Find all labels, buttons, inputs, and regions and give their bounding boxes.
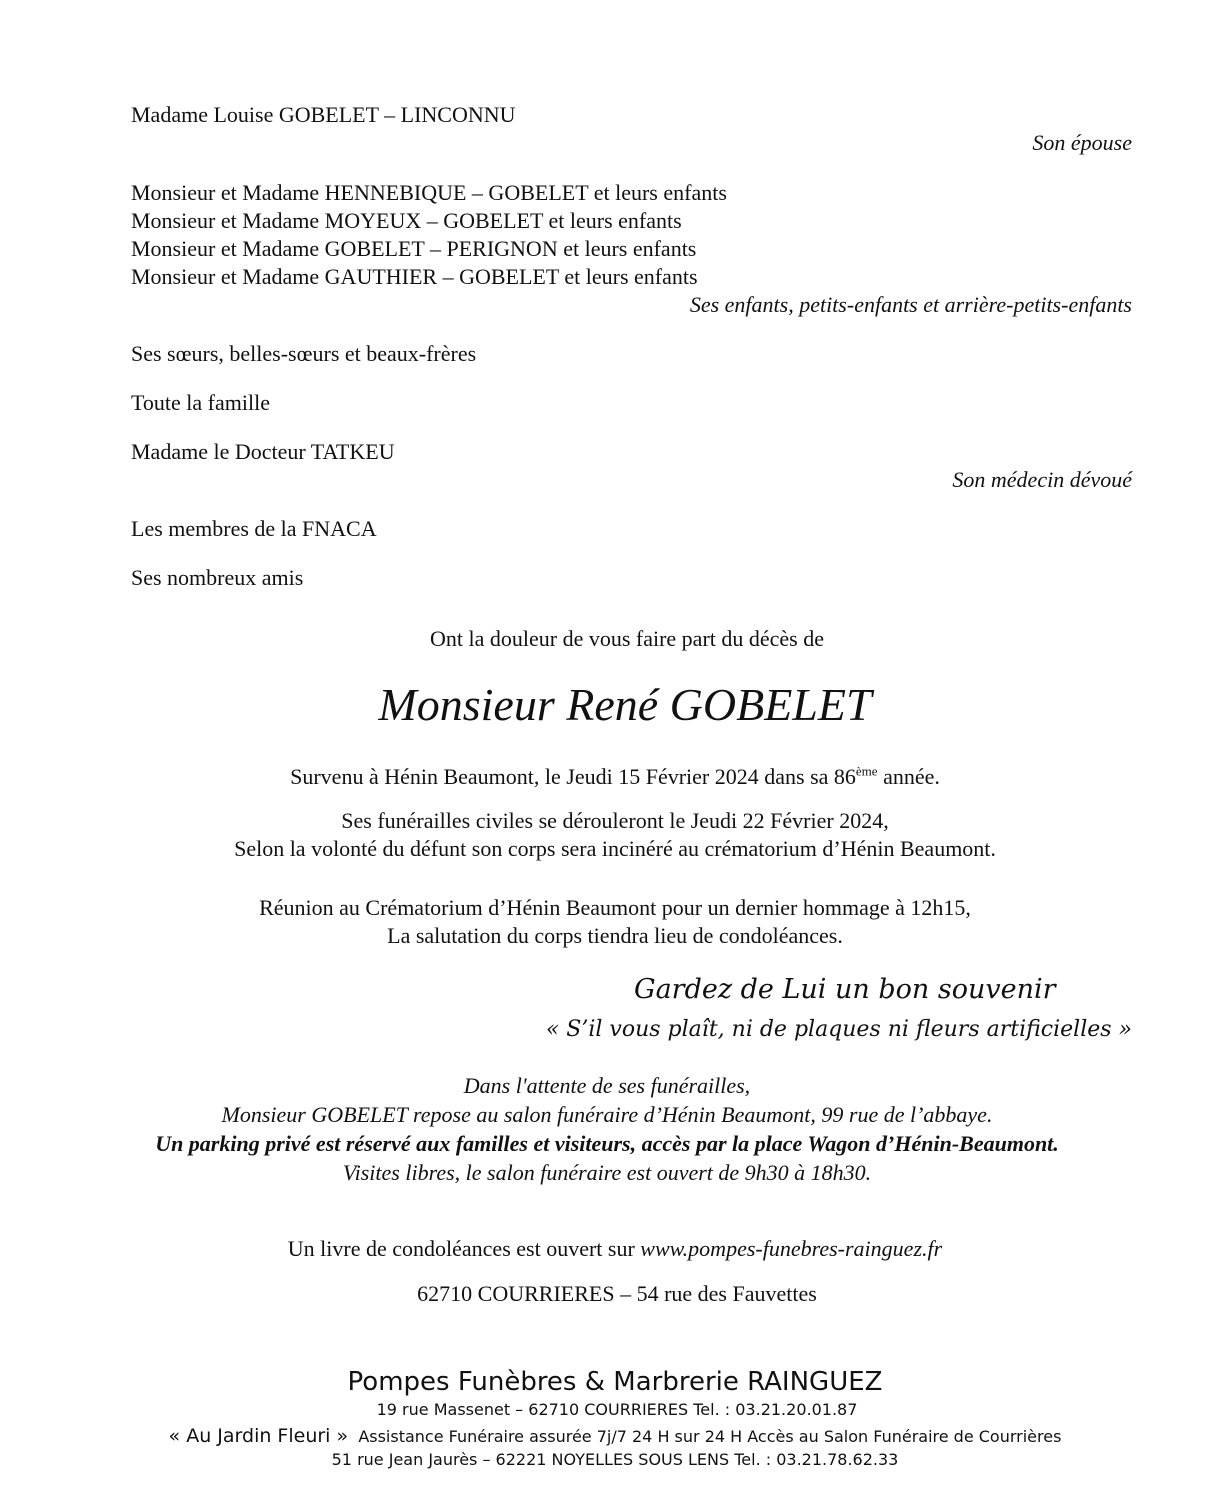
child-line: Monsieur et Madame HENNEBIQUE – GOBELET et leurs enfants [131, 180, 727, 205]
company-address: 19 rue Massenet – 62710 COURRIERES Tel. : 03.21.20.01.87 [376, 1400, 858, 1419]
remember-line: Gardez de Lui un bon souvenir [634, 974, 1056, 1005]
parking-line: Un parking privé est réservé aux familles et visiteurs, accès par la place Wagon d’Hénin-Beaumont. [155, 1131, 1059, 1156]
funeral-line-2: Selon la volonté du défunt son corps sera incinéré au crématorium d’Hénin Beaumont. [234, 836, 996, 861]
death-line [8, 764, 1214, 790]
death-text: Survenu à Hénin Beaumont, le Jeudi 15 Février 2024 dans sa 86 [290, 764, 856, 789]
address-line: 62710 COURRIERES – 54 rue des Fauvettes [417, 1281, 817, 1306]
siblings-line: Ses sœurs, belles-sœurs et beaux-frères [131, 341, 477, 366]
meeting-line-1: Réunion au Crématorium d’Hénin Beaumont pour un dernier hommage à 12h15, [259, 895, 971, 920]
friends-line: Ses nombreux amis [131, 565, 304, 590]
condolences-text: Un livre de condoléances est ouvert sur [287, 1236, 641, 1261]
condolences-url[interactable]: www.pompes-funebres-rainguez.fr [640, 1236, 943, 1261]
services-text: Assistance Funéraire assurée 7j/7 24 H sur 24 H Accès au Salon Funéraire de Courrières [358, 1427, 1062, 1446]
visits-line: Visites libres, le salon funéraire est ouvert de 9h30 à 18h30. [342, 1160, 872, 1185]
company-name: Pompes Funèbres & Marbrerie RAINGUEZ [347, 1367, 883, 1397]
jardin-name: « Au Jardin Fleuri » [168, 1425, 349, 1447]
fnaca-line: Les membres de la FNACA [131, 516, 377, 541]
child-line: Monsieur et Madame GAUTHIER – GOBELET et leurs enfants [131, 264, 698, 289]
doctor-name: Madame le Docteur TATKEU [131, 439, 395, 464]
spouse-name: Madame Louise GOBELET – LINCONNU [131, 102, 516, 127]
deceased-name: Monsieur René GOBELET [378, 679, 872, 730]
doctor-role: Son médecin dévoué [952, 467, 1132, 492]
meeting-line-2: La salutation du corps tiendra lieu de condoléances. [387, 923, 843, 948]
spouse-role: Son épouse [1032, 130, 1132, 155]
waiting-line-2: Monsieur GOBELET repose au salon funéraire d’Hénin Beaumont, 99 rue de l’abbaye. [221, 1102, 993, 1127]
child-line: Monsieur et Madame MOYEUX – GOBELET et leurs enfants [131, 208, 682, 233]
no-flowers-line: « S’il vous plaît, ni de plaques ni fleurs artificielles » [545, 1017, 1132, 1042]
death-text-end: année. [877, 764, 940, 789]
noyelles-address: 51 rue Jean Jaurès – 62221 NOYELLES SOUS LENS Tel. : 03.21.78.62.33 [331, 1450, 899, 1469]
condolences-line [8, 1236, 1214, 1262]
waiting-line-1: Dans l'attente de ses funérailles, [463, 1073, 751, 1098]
child-line: Monsieur et Madame GOBELET – PERIGNON et leurs enfants [131, 236, 697, 261]
jardin-line [8, 1424, 1214, 1449]
funeral-line-1: Ses funérailles civiles se dérouleront le Jeudi 22 Février 2024, [341, 808, 889, 833]
death-ordinal: ème [855, 763, 878, 779]
intro-line: Ont la douleur de vous faire part du décès de [429, 626, 825, 651]
family-line: Toute la famille [131, 390, 270, 415]
children-role: Ses enfants, petits-enfants et arrière-petits-enfants [689, 292, 1132, 317]
